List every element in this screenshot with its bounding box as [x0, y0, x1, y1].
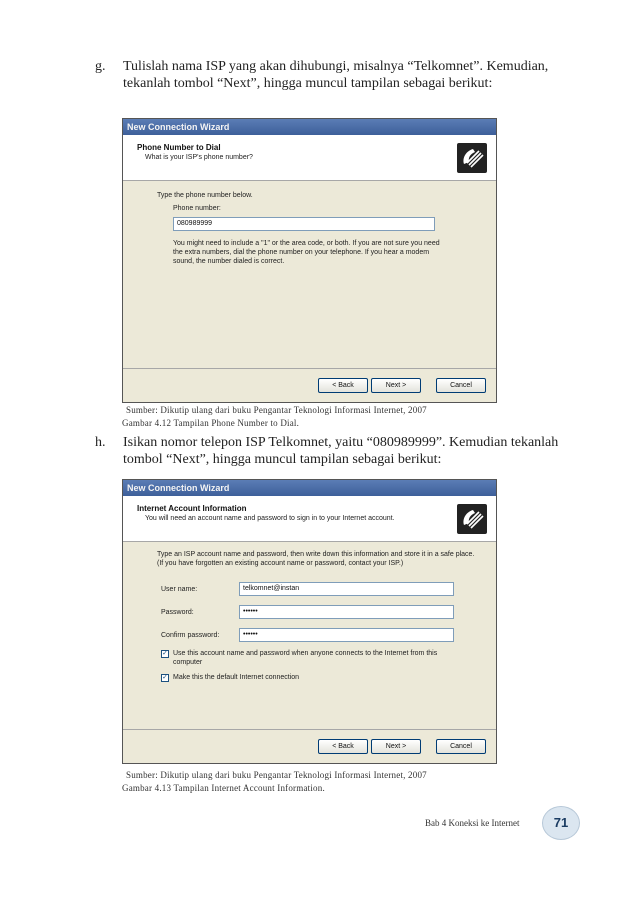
wizard-header-title: Phone Number to Dial: [137, 143, 221, 152]
confirm-password-label: Confirm password:: [161, 632, 220, 639]
account-info-wizard-screenshot: [122, 479, 497, 764]
wizard-footer: [123, 729, 496, 763]
step-text: Isikan nomor telepon ISP Telkomnet, yaitu “080989999”. Kemudian tekanlah tombol “Next”, hingga muncul tampilan sebagai berikut:: [123, 435, 559, 467]
phone-modem-icon: [456, 503, 488, 535]
step-h: [95, 434, 565, 468]
step-marker: g.: [95, 59, 106, 74]
username-input[interactable]: telkomnet@instan: [239, 582, 454, 596]
page-number-badge: 71: [542, 806, 580, 840]
step-marker: h.: [95, 435, 106, 450]
default-connection-label: Make this the default Internet connection: [173, 674, 300, 681]
step-g: [95, 58, 565, 92]
default-connection-checkbox[interactable]: ✓: [162, 674, 168, 681]
wizard-body: [123, 542, 496, 730]
back-button[interactable]: < Back: [318, 739, 368, 754]
figure-caption-4-13: [122, 769, 427, 795]
next-button[interactable]: Next >: [371, 739, 421, 754]
phone-number-label: Phone number:: [173, 205, 221, 212]
caption-source: Sumber: Dikutip ulang dari buku Pengantar Teknologi Informasi Internet, 2007: [126, 405, 427, 415]
next-button[interactable]: Next >: [371, 378, 421, 393]
phone-modem-icon: [456, 142, 488, 174]
phone-number-wizard-screenshot: [122, 118, 497, 403]
figure-caption-4-12: [122, 404, 427, 430]
cancel-button[interactable]: Cancel: [436, 378, 486, 393]
wizard-body: [123, 181, 496, 369]
password-label: Password:: [161, 609, 194, 616]
wizard-header-title: Internet Account Information: [137, 504, 247, 513]
wizard-header-subtitle: You will need an account name and password to sign in to your Internet account.: [145, 515, 395, 522]
use-account-checkbox[interactable]: ✓: [162, 650, 168, 657]
back-button[interactable]: < Back: [318, 378, 368, 393]
confirm-password-input[interactable]: ••••••: [239, 628, 454, 642]
wizard-title-bar: New Connection Wizard: [123, 119, 496, 135]
caption-source: Sumber: Dikutip ulang dari buku Pengantar Teknologi Informasi Internet, 2007: [126, 770, 427, 780]
password-input[interactable]: ••••••: [239, 605, 454, 619]
caption-figure-title: Gambar 4.13 Tampilan Internet Account Information.: [122, 783, 325, 793]
wizard-header: [123, 135, 496, 181]
instruction-text: Type the phone number below.: [157, 192, 253, 199]
wizard-title-bar: New Connection Wizard: [123, 480, 496, 496]
cancel-button[interactable]: Cancel: [436, 739, 486, 754]
step-text: Tulislah nama ISP yang akan dihubungi, misalnya “Telkomnet”. Kemudian, tekanlah tombol “Next”, hingga muncul tampilan sebagai berikut:: [123, 59, 549, 91]
phone-number-input[interactable]: 080989999: [173, 217, 435, 231]
phone-note-text: You might need to include a "1" or the area code, or both. If you are not sure you need the extra numbers, dial the phone number on your telephone. If you hear a modem sound, the number dialed is correct.: [173, 240, 440, 265]
wizard-header-subtitle: What is your ISP's phone number?: [145, 154, 253, 161]
chapter-footer: Bab 4 Koneksi ke Internet: [425, 818, 520, 828]
username-label: User name:: [161, 586, 198, 593]
instruction-text: Type an ISP account name and password, then write down this information and store it in a safe place. (If you have forgotten an existing account name or password, contact your ISP.): [157, 551, 475, 567]
caption-figure-title: Gambar 4.12 Tampilan Phone Number to Dial.: [122, 418, 300, 428]
wizard-header: [123, 496, 496, 542]
wizard-footer: [123, 368, 496, 402]
use-account-label: Use this account name and password when anyone connects to the Internet from this computer: [173, 650, 438, 666]
